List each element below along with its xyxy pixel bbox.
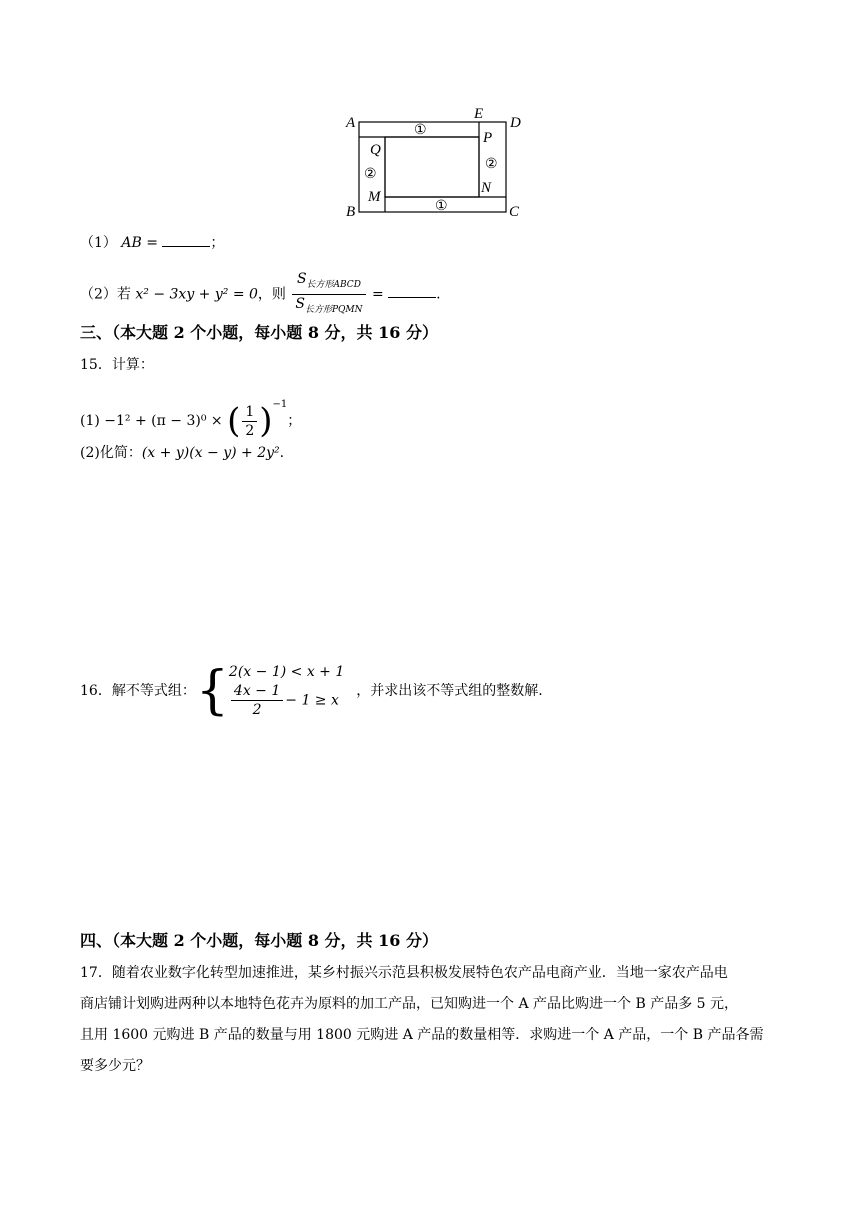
area-subscript-abcd: 长方形ABCD [306, 279, 361, 290]
region-label-1-top: ① [414, 123, 427, 138]
q15-part2-end: . [279, 445, 285, 461]
region-label-1-bottom: ① [435, 199, 448, 214]
q14-part2-condition: x² − 3xy + y² = 0 [135, 286, 258, 303]
q14-part2-then: ，则 [257, 286, 286, 303]
inequality-system [229, 662, 344, 719]
q17-line-1: 17．随着农业数字化转型加速推进，某乡村振兴示范县积极发展特色农产品电商产业．当地一家农产品电 [80, 965, 728, 981]
q14-part1-label: （1） [80, 235, 117, 251]
q16 [80, 662, 543, 719]
inequality-2-rest: − 1 ≥ x [285, 692, 339, 709]
q15-title: 15．计算： [80, 357, 154, 373]
q17-line-2: 商店铺计划购进两种以本地特色花卉为原料的加工产品，已知购进一个 A 产品比购进一个 B 产品多 5 元， [80, 996, 739, 1012]
right-paren: ) [259, 401, 273, 441]
half-fraction [242, 403, 257, 440]
q17-line-3: 且用 1600 元购进 B 产品的数量与用 1800 元购进 A 产品的数量相等．求购进一个 A 产品，一个 B 产品各需 [80, 1027, 764, 1043]
left-paren: ( [227, 401, 241, 441]
inner-rectangle-pqmn [385, 137, 479, 197]
label-n: N [481, 180, 492, 196]
label-b: B [346, 204, 356, 220]
q15-part1-label: (1) [80, 413, 100, 429]
answer-blank [388, 283, 436, 298]
q14-part2 [80, 270, 441, 319]
fraction-numerator: 4x − 1 [231, 682, 283, 701]
label-q: Q [370, 142, 381, 158]
q16-tail: ，并求出该不等式组的整数解. [356, 682, 543, 699]
q15-part2-expr: (x + y)(x − y) + 2y² [141, 445, 280, 461]
answer-blank [162, 232, 210, 247]
system-brace: { [195, 660, 229, 721]
exponent: −1 [272, 399, 288, 410]
q15-part2-label: (2)化简： [80, 445, 142, 461]
section-3-heading: 三、（本大题 2 个小题，每小题 8 分，共 16 分） [80, 323, 438, 342]
q14-part1-expr: AB = [121, 235, 158, 251]
fraction-denominator: 2 [245, 422, 255, 439]
inequality-2 [229, 682, 344, 719]
q16-label: 16．解不等式组： [80, 682, 196, 699]
q15-part1-end: ； [287, 413, 302, 429]
fraction-numerator: 1 [242, 403, 257, 422]
area-ratio-fraction [292, 270, 365, 319]
region-label-2-right: ② [485, 157, 498, 172]
label-c: C [509, 204, 520, 220]
label-a: A [346, 115, 356, 131]
q14-part2-end: . [436, 286, 441, 303]
area-subscript-pqmn: 长方形PQMN [304, 304, 363, 315]
label-m: M [368, 189, 381, 205]
rectangle-figure [340, 100, 540, 225]
q17 [80, 958, 763, 1082]
area-symbol: S [296, 271, 307, 287]
area-symbol: S [295, 295, 305, 312]
q14-part2-label: （2）若 [80, 286, 131, 303]
q14-part1 [80, 228, 224, 258]
label-p: P [483, 130, 493, 146]
region-label-2-left: ② [364, 167, 377, 182]
q14-part1-end: ； [210, 235, 225, 251]
label-e: E [474, 106, 484, 122]
equals-sign: = [371, 286, 384, 303]
fraction-denominator: 2 [252, 702, 262, 718]
q15-part1 [80, 390, 301, 440]
label-d: D [510, 115, 521, 131]
q15-part2 [80, 438, 284, 468]
section-4-heading: 四、（本大题 2 个小题，每小题 8 分，共 16 分） [80, 931, 438, 950]
q17-line-4: 要多少元？ [80, 1058, 150, 1074]
inequality-1: 2(x − 1) < x + 1 [228, 664, 345, 680]
q15-part1-expr: −1² + (π − 3)⁰ × [104, 413, 223, 429]
